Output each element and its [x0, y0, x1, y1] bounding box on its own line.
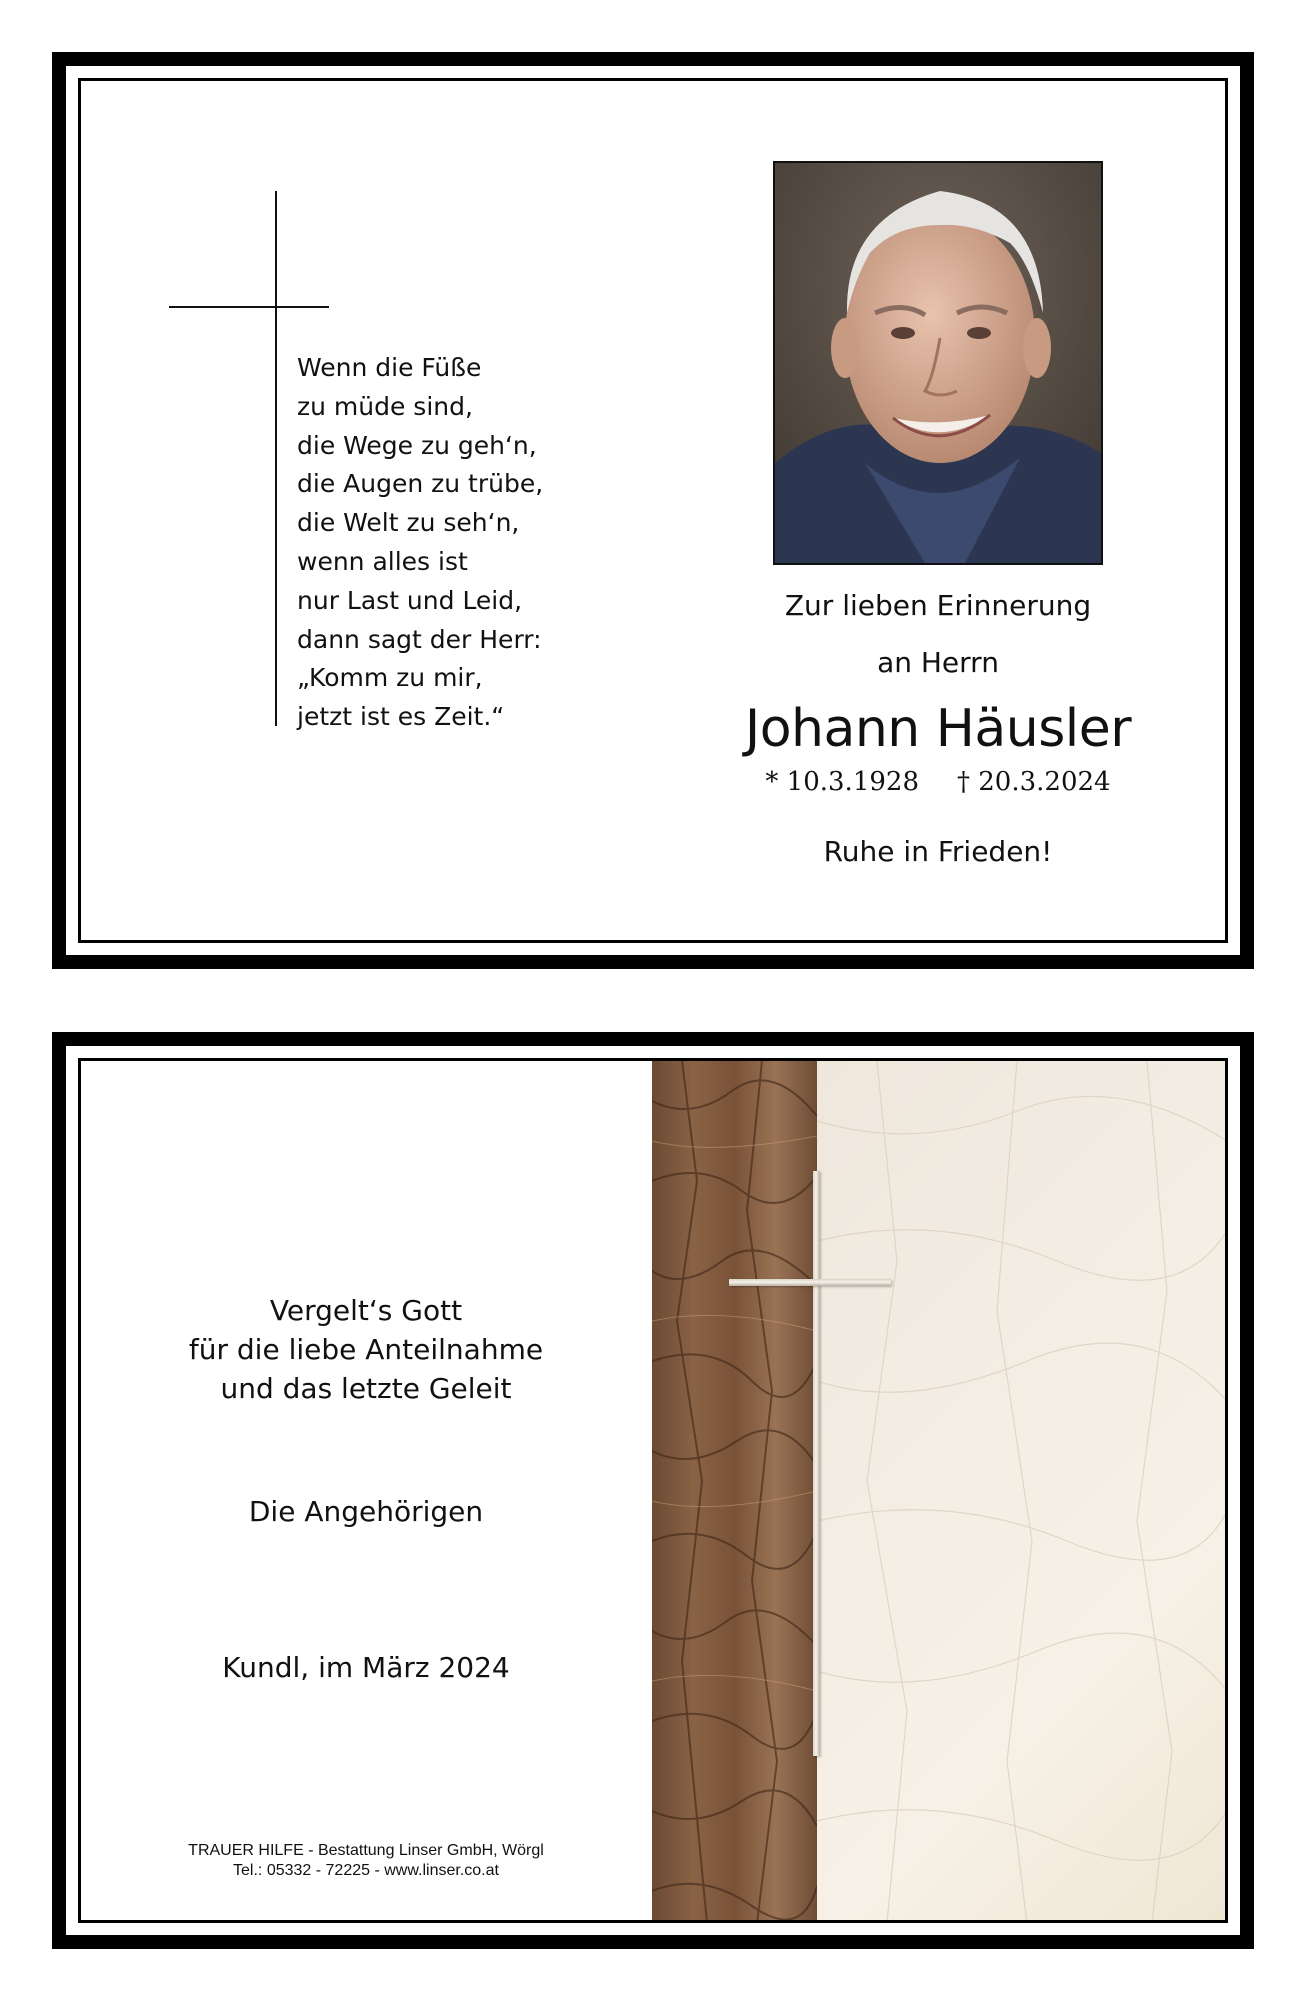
death-date: † 20.3.2024	[957, 767, 1111, 797]
poem-line: die Welt zu seh‘n,	[297, 508, 520, 538]
life-dates	[691, 767, 1185, 797]
paper-texture-panel	[817, 1061, 1225, 1920]
back-card-inner-frame	[78, 1058, 1228, 1923]
poem-line: nur Last und Leid,	[297, 585, 523, 615]
poem	[297, 349, 543, 737]
embossed-cross-icon-horizontal	[729, 1279, 891, 1286]
portrait-illustration	[775, 163, 1101, 563]
embossed-cross-icon-vertical	[813, 1171, 820, 1756]
poem-line: wenn alles ist	[297, 546, 468, 576]
poem-line: „Komm zu mir,	[297, 663, 483, 693]
cross-icon-vertical	[275, 191, 277, 726]
poem-line: Wenn die Füße	[297, 353, 482, 382]
cross-icon-horizontal	[169, 306, 329, 308]
wood-grain-pattern	[652, 1061, 817, 1920]
front-card-inner-frame	[78, 78, 1228, 943]
memorial-subtitle: an Herrn	[877, 646, 999, 679]
deceased-name: Johann Häusler	[744, 699, 1132, 759]
birth-date: * 10.3.1928	[765, 767, 919, 797]
paper-grain-pattern	[817, 1061, 1225, 1920]
undertaker-name: TRAUER HILFE - Bestattung Linser GmbH, Wörgl	[188, 1842, 544, 1859]
back-card	[52, 1032, 1254, 1949]
poem-line: die Augen zu trübe,	[297, 469, 544, 499]
wood-texture-panel	[652, 1061, 817, 1920]
place-and-date: Kundl, im März 2024	[222, 1651, 510, 1684]
front-card	[52, 52, 1254, 969]
signature-relatives: Die Angehörigen	[248, 1495, 484, 1528]
thanks-line: für die liebe Anteilnahme	[188, 1333, 544, 1366]
memorial-title: Zur lieben Erinnerung	[784, 589, 1092, 622]
undertaker-info	[121, 1841, 611, 1881]
undertaker-contact: Tel.: 05332 - 72225 - www.linser.co.at	[233, 1862, 499, 1879]
thanks-message	[141, 1291, 591, 1408]
poem-line: dann sagt der Herr:	[297, 624, 542, 654]
portrait-photo	[773, 161, 1103, 565]
poem-line: die Wege zu geh‘n,	[297, 430, 537, 460]
thanks-line: Vergelt‘s Gott	[269, 1294, 463, 1327]
poem-line: jetzt ist es Zeit.“	[297, 702, 505, 732]
closing-phrase: Ruhe in Frieden!	[823, 835, 1053, 868]
thanks-line: und das letzte Geleit	[220, 1372, 512, 1405]
poem-line: zu müde sind,	[297, 391, 473, 421]
